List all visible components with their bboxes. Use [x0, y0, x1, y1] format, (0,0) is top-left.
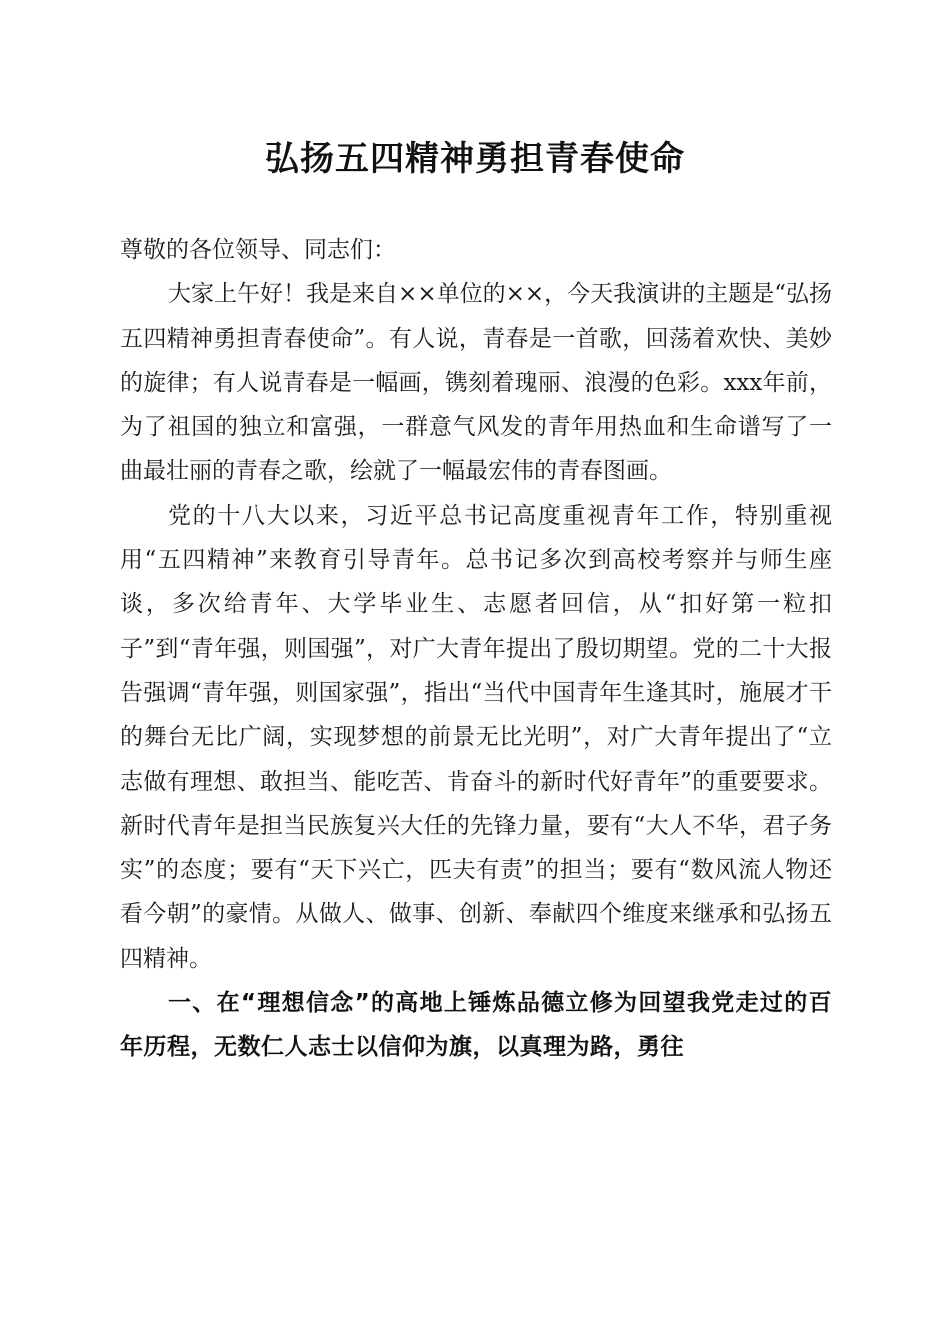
- salutation: 尊敬的各位领导、同志们：: [120, 237, 396, 263]
- paragraph-intro: 大家上午好！我是来自××单位的××，今天我演讲的主题是“弘扬五四精神勇担青春使命”。有人说，青春是一首歌，回荡着欢快、美妙的旋律；有人说青春是一幅画，镌刻着瑰丽、浪漫的色彩。xxx年前，为了祖国的独立和富强，一群意气风发的青年用热血和生命谱写了一曲最壮丽的青春之歌，绘就了一幅最宏伟的青春图画。: [120, 281, 832, 485]
- paragraph-party-congress: 党的十八大以来，习近平总书记高度重视青年工作，特别重视用“五四精神”来教育引导青年。总书记多次到高校考察并与师生座谈，多次给青年、大学毕业生、志愿者回信，从“扣好第一粒扣子”到“青年强，则国强”，对广大青年提出了殷切期望。党的二十大报告强调“青年强，则国家强”，指出“当代中国青年生逢其时，施展才干的舞台无比广阔，实现梦想的前景无比光明”，对广大青年提出了“立志做有理想、敢担当、能吃苦、肯奋斗的新时代好青年”的重要要求。新时代青年是担当民族复兴大任的先锋力量，要有“大人不华，君子务实”的态度；要有“天下兴亡，匹夫有责”的担当；要有“数风流人物还看今朝”的豪情。从做人、做事、创新、奉献四个维度来继承和弘扬五四精神。: [120, 502, 832, 972]
- document-title: 弘扬五四精神勇担青春使命: [265, 139, 685, 179]
- section-heading-1: 一、在“理想信念”的高地上锤炼品德立修为回望我党走过的百年历程，无数仁人志士以信仰为旗，以真理为路，勇往: [120, 990, 832, 1061]
- document-body: [120, 228, 832, 1070]
